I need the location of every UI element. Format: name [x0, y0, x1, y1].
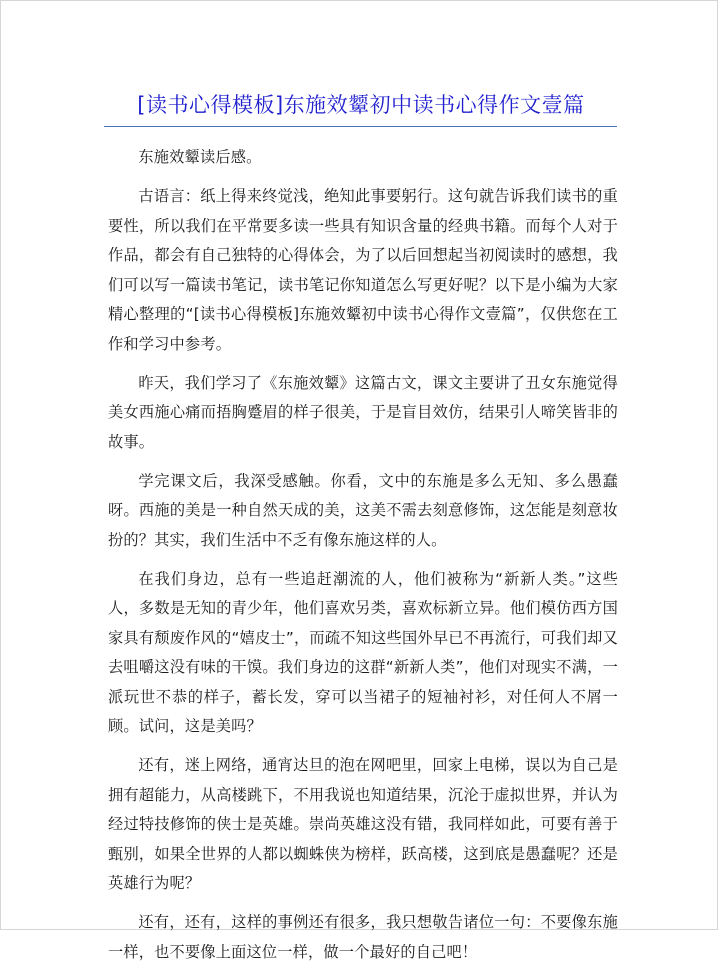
paragraph: 学完课文后，我深受感触。你看，文中的东施是多么无知、多么愚蠢呀。西施的美是一种自然天成的美，这美不需去刻意修饰，这怎能是刻意妆扮的？其实，我们生活中不乏有像东施这样的人。 [108, 471, 618, 549]
paragraph: 昨天，我们学习了《东施效颦》这篇古文，课文主要讲了丑女东施觉得美女西施心痛而捂胸蹙眉的样子很美，于是盲目效仿，结果引人啼笑皆非的故事。 [108, 373, 618, 451]
document-title: [读书心得模板]东施效颦初中读书心得作文壹篇 [137, 93, 585, 117]
title-underline [104, 126, 617, 127]
paragraph: 古语言：纸上得来终觉浅，绝知此事要躬行。这句就告诉我们读书的重要性，所以我们在平常要多读一些具有知识含量的经典书籍。而每个人对于作品，都会有自己独特的心得体会，为了以后回想起当初阅读时的感想，我们可以写一篇读书笔记，读书笔记你知道怎么写更好呢？以下是小编为大家精心整理的“[读书心得模板]东施效颦初中读书心得作文壹篇”，仅供您在工作和学习中参考。 [108, 187, 618, 353]
document-body [108, 143, 618, 977]
paragraph: 还有，迷上网络，通宵达旦的泡在网吧里，回家上电梯，误以为自己是拥有超能力，从高楼跳下，不用我说也知道结果，沉沦于虚拟世界，并认为经过特技修饰的侠士是英雄。崇尚英雄这没有错，我同样如此，可要有善于甄别，如果全世界的人都以蜘蛛侠为榜样，跃高楼，这到底是愚蠢呢？还是英雄行为呢？ [108, 756, 618, 892]
paragraph: 东施效颦读后感。 [138, 148, 262, 166]
paragraph: 还有，还有，这样的事例还有很多，我只想敬告诸位一句：不要像东施一样，也不要像上面这位一样，做一个最好的自己吧！ [108, 913, 618, 961]
paragraph: 在我们身边，总有一些追赶潮流的人，他们被称为“新新人类。”这些人，多数是无知的青少年，他们喜欢另类，喜欢标新立异。他们模仿西方国家具有颓废作风的“嬉皮士”，而疏不知这些国外早已不再流行，可我们却又去咀嚼这没有味的干馍。我们身边的这群“新新人类”，他们对现实不满，一派玩世不恭的样子，蓄长发，穿可以当裙子的短袖衬衫，对任何人不屑一顾。试问，这是美吗？ [108, 569, 618, 735]
